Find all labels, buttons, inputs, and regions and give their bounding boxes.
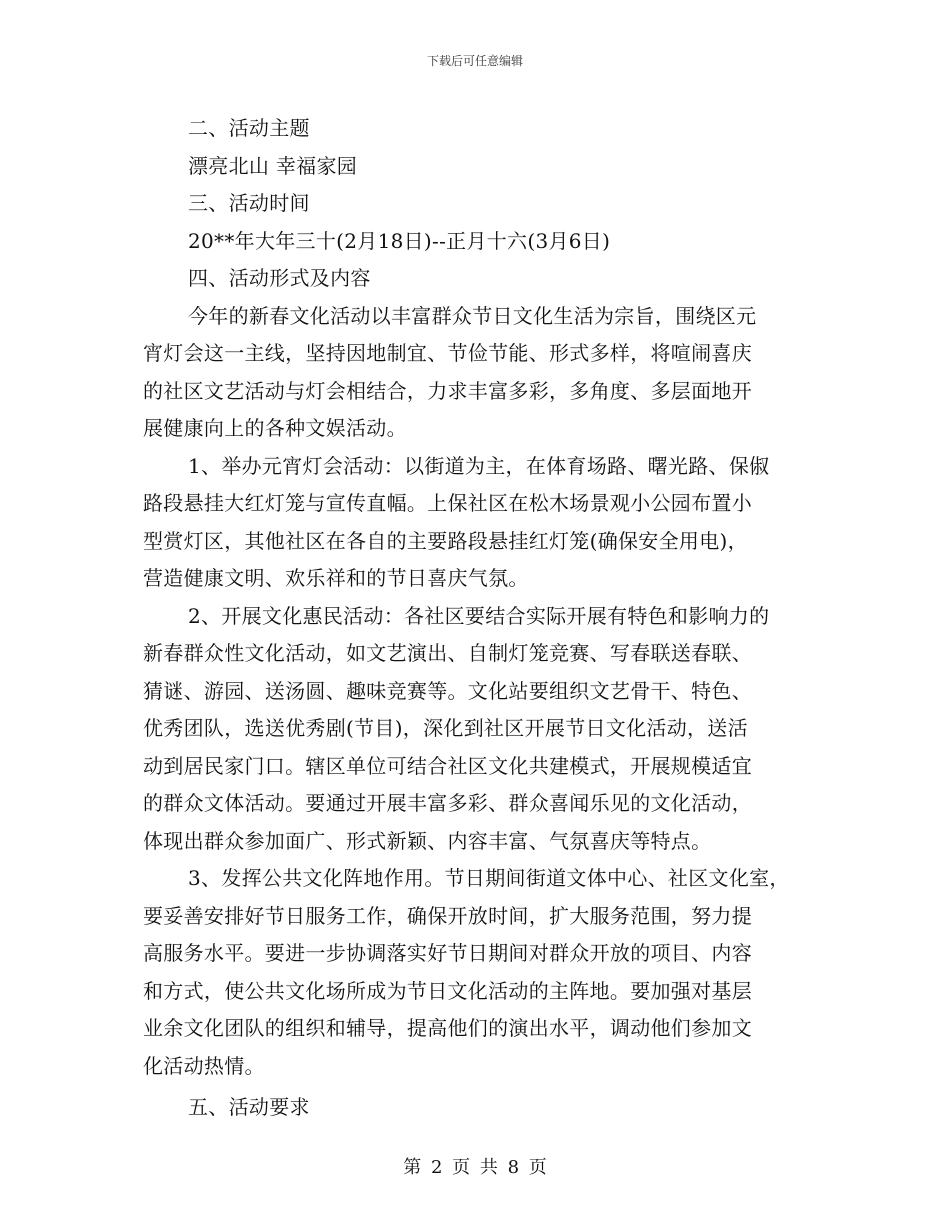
text-line: 动到居民家门口。辖区单位可结合社区文化共建模式，开展规模适宜 — [143, 753, 752, 778]
text-line: 优秀团队，选送优秀剧(节目)，深化到社区开展节日文化活动，送活 — [143, 716, 748, 740]
text-line: 要妥善安排好节日服务工作，确保开放时间，扩大服务范围，努力提 — [143, 903, 752, 928]
text-line: 宵灯会这一主线，坚持因地制宜、节俭节能、形式多样，将喧闹喜庆 — [143, 341, 752, 365]
text-line: 3、发挥公共文化阵地作用。节日期间街道文体中心、社区文化室， — [188, 866, 790, 890]
text-line: 20**年大年三十(2月18日)--正月十六(3月6日) — [188, 228, 611, 253]
document-body — [143, 110, 823, 1127]
text-line: 和方式，使公共文化场所成为节日文化活动的主阵地。要加强对基层 — [143, 978, 752, 1003]
text-line: 高服务水平。要进一步协调落实好节日期间对群众开放的项目、内容 — [143, 941, 752, 965]
page-footer: 第 2 页 共 8 页 — [403, 1157, 547, 1178]
text-line: 营造健康文明、欢乐祥和的节日喜庆气氛。 — [143, 566, 529, 590]
text-line: 业余文化团队的组织和辅导，提高他们的演出水平，调动他们参加文 — [143, 1016, 752, 1040]
text-line: 型赏灯区，其他社区在各自的主要路段悬挂红灯笼(确保安全用电)， — [143, 528, 748, 553]
text-line: 二、活动主题 — [188, 116, 310, 140]
text-line: 2、开展文化惠民活动：各社区要结合实际开展有特色和影响力的 — [188, 603, 770, 628]
text-line: 三、活动时间 — [188, 191, 310, 215]
text-line: 新春群众性文化活动，如文艺演出、自制灯笼竞赛、写春联送春联、 — [143, 641, 752, 665]
text-line: 四、活动形式及内容 — [188, 266, 371, 290]
text-line: 漂亮北山 幸福家园 — [188, 153, 358, 178]
text-line: 化活动热情。 — [143, 1053, 265, 1078]
text-line: 五、活动要求 — [188, 1095, 310, 1119]
text-line: 猜谜、游园、送汤圆、趣味竞赛等。文化站要组织文艺骨干、特色、 — [143, 678, 752, 703]
text-line: 的群众文体活动。要通过开展丰富多彩、群众喜闻乐见的文化活动， — [143, 791, 752, 815]
text-line: 展健康向上的各种文娱活动。 — [143, 416, 407, 440]
text-line: 路段悬挂大红灯笼与宣传直幅。上保社区在松木场景观小公园布置小 — [143, 491, 752, 515]
text-line: 体现出群众参加面广、形式新颖、内容丰富、气氛喜庆等特点。 — [143, 828, 712, 853]
page-header: 下载后可任意编辑 — [426, 54, 523, 68]
text-line: 1、举办元宵灯会活动：以街道为主，在体育场路、曙光路、保俶 — [188, 453, 770, 478]
text-line: 的社区文艺活动与灯会相结合，力求丰富多彩，多角度、多层面地开 — [143, 378, 752, 403]
text-line: 今年的新春文化活动以丰富群众节日文化生活为宗旨，围绕区元 — [188, 303, 757, 328]
